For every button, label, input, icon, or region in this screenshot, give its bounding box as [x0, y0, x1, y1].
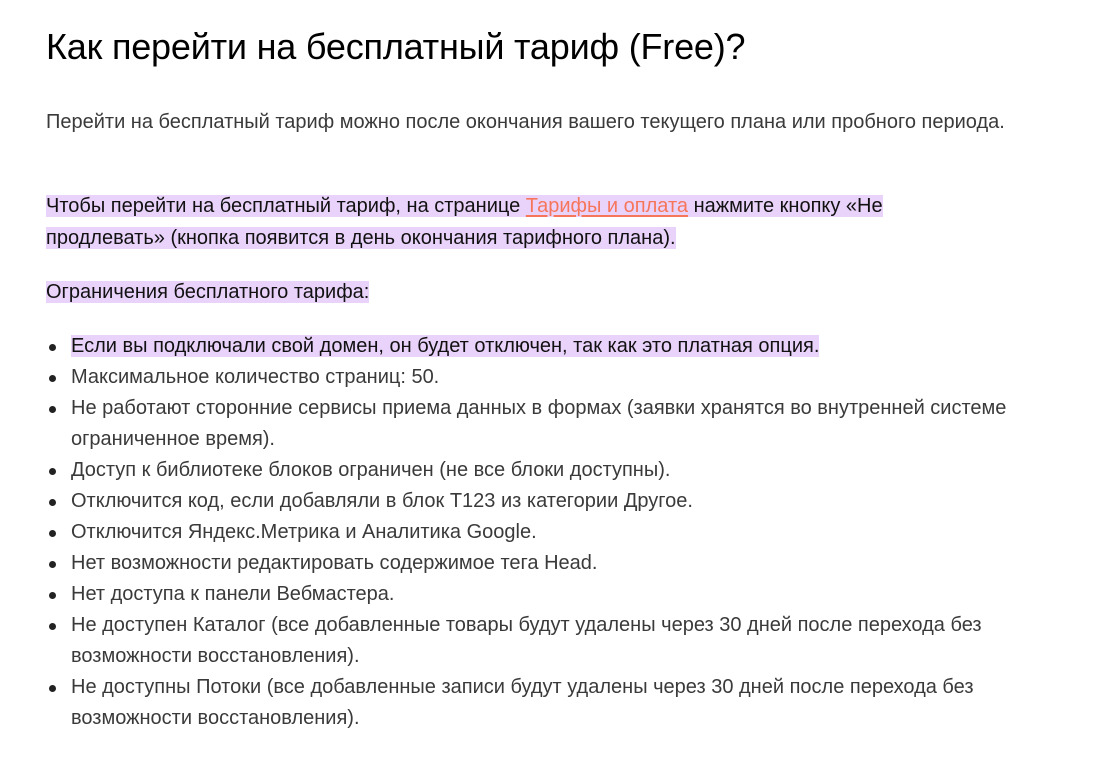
bullet-icon — [49, 592, 56, 599]
bullet-icon — [49, 468, 56, 475]
list-item — [46, 517, 1046, 548]
bullet-icon — [49, 375, 56, 382]
list-item-text: Не работают сторонние сервисы приема данных в формах (заявки хранятся во внутренней системе ограниченное время). — [71, 397, 1007, 450]
list-item — [46, 362, 1046, 393]
bullet-icon — [49, 530, 56, 537]
list-item — [46, 331, 1046, 362]
limits-list — [46, 331, 1046, 734]
list-item-text: Максимальное количество страниц: 50. — [71, 366, 440, 388]
steps-paragraph — [46, 190, 946, 254]
list-item-text: Доступ к библиотеке блоков ограничен (не все блоки доступны). — [71, 459, 671, 481]
list-item — [46, 393, 1046, 455]
list-item-text: Отключится код, если добавляли в блок T123 из категории Другое. — [71, 490, 693, 512]
list-item-text: Отключится Яндекс.Метрика и Аналитика Google. — [71, 521, 537, 543]
highlight: Ограничения бесплатного тарифа: — [46, 281, 370, 303]
bullet-icon — [49, 561, 56, 568]
bullet-icon — [49, 623, 56, 630]
list-item-text: Не доступен Каталог (все добавленные товары будут удалены через 30 дней после перехода без возможности восстановления). — [71, 614, 982, 667]
limits-heading — [46, 276, 369, 308]
list-item-text: Если вы подключали свой домен, он будет отключен, так как это платная опция. — [71, 335, 820, 357]
bullet-icon — [49, 685, 56, 692]
list-item — [46, 455, 1046, 486]
page-title: Как перейти на бесплатный тариф (Free)? — [46, 26, 746, 67]
bullet-icon — [49, 406, 56, 413]
bullet-icon — [49, 499, 56, 506]
list-item-text: Нет возможности редактировать содержимое тега Head. — [71, 552, 598, 574]
list-item — [46, 548, 1046, 579]
intro-paragraph: Перейти на бесплатный тариф можно после окончания вашего текущего плана или пробного периода. — [46, 111, 1005, 133]
list-item — [46, 486, 1046, 517]
highlight — [46, 195, 883, 249]
list-item-text: Не доступны Потоки (все добавленные записи будут удалены через 30 дней после перехода без возможности восстановления). — [71, 676, 974, 729]
tariffs-and-payment-link[interactable]: Тарифы и оплата — [525, 195, 689, 217]
list-item — [46, 672, 1046, 734]
list-item — [46, 610, 1046, 672]
bullet-icon — [49, 344, 56, 351]
list-item — [46, 579, 1046, 610]
steps-text-after: нажмите кнопку «Не продлевать» (кнопка появится в день окончания тарифного плана). — [46, 195, 883, 249]
steps-text-before: Чтобы перейти на бесплатный тариф, на странице — [46, 195, 526, 217]
list-item-text: Нет доступа к панели Вебмастера. — [71, 583, 395, 605]
